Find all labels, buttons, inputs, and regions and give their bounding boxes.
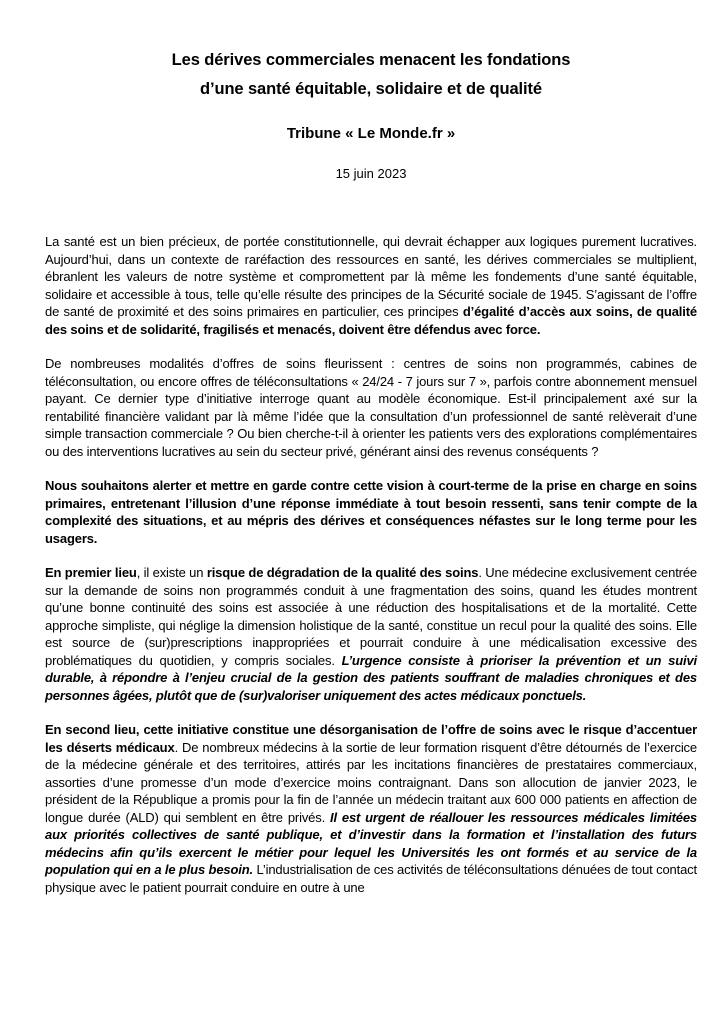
text-segment: . Une médecine exclusivement centrée sur la demande de soins non programmés conduit à une fragmentation des soins, quand les études montrent qu’une bonne continuité des soins est associée à une réduction des hospitalisations et de la mortalité. Cette approche simpliste, qui néglige la dimension holistique de la santé, constitue un recul pour la qualité des soins. Elle est source de (sur)prescriptions inappropriées et pourrait conduire à une médicalisation excessive des problématiques du quotidien, y compris sociales. bbox=[45, 565, 698, 668]
text-segment: La santé est un bien précieux, de portée constitutionnelle, qui devrait échapper aux logiques purement lucratives. Aujourd’hui, dans un contexte de raréfaction des ressources en santé, les dérives commerciales se multiplient, ébranlent les valeurs de notre système et compromettent par là même les fondements d’une santé équitable, solidaire et accessible à tous, telle qu’elle résulte des principes de la Sécurité sociale de 1945. S’agissant de l’offre de santé de proximité et des soins primaires en particulier, ces principes bbox=[45, 234, 697, 319]
text-segment: d’égalité d’accès aux soins, de qualité des soins et de solidarité, fragilisés et menacés, doivent être défendus avec force. bbox=[45, 304, 697, 337]
text-segment: risque de dégradation de la qualité des soins bbox=[206, 565, 479, 580]
document-body bbox=[45, 233, 697, 896]
document-date: 15 juin 2023 bbox=[335, 166, 407, 181]
paragraph bbox=[45, 721, 697, 896]
text-segment: , il existe un bbox=[136, 565, 207, 580]
text-segment: En second lieu, cette initiative constitue une désorganisation de l’offre de soins avec le risque d’accentuer les déserts médicaux bbox=[45, 722, 697, 755]
text-segment: L’industrialisation de ces activités de téléconsultations dénuées de tout contact physique avec le patient pourrait conduire en outre à une bbox=[45, 862, 697, 895]
paragraph bbox=[45, 355, 697, 460]
paragraph bbox=[45, 233, 697, 338]
text-segment: En premier lieu bbox=[45, 565, 137, 580]
text-segment: De nombreuses modalités d’offres de soins fleurissent : centres de soins non programmés, cabines de téléconsultation, ou encore offres de téléconsultations « 24/24 - 7 jours sur 7 », parfois contre abonnement mensuel payant. Ce dernier type d’initiative interroge quant au modèle économique. Est-il principalement axé sur la rentabilité financière validant par là même l’idée que la consultation d’un professionnel de santé relèverait d’une simple transaction commerciale ? Ou bien cherche-t-il à orienter les patients vers des explorations complémentaires ou des interventions lucratives au sein du secteur privé, générant ainsi des revenus conséquents ? bbox=[45, 356, 697, 459]
text-segment: Il est urgent de réallouer les ressources médicales limitées aux priorités collectives de santé publique, et d’investir dans la formation et l’installation des futurs médecins afin qu’ils exercent le métier pour lequel les Universités les ont formés et au service de la population qui en a le plus besoin. bbox=[45, 809, 697, 877]
text-segment: . De nombreux médecins à la sortie de leur formation risquent d’être détournés de l’exercice de la médecine générale et des territoires, attirés par les incitations financières de prestataires commerciaux, assorties d’une promesse d’un mode d’exercice moins contraignant. Dans son allocution de janvier 2023, le président de la République a promis pour la fin de l’année un médecin traitant aux 600 000 patients en affection de longue durée (ALD) qui semblent en être privés. bbox=[45, 739, 697, 825]
document-title bbox=[45, 46, 697, 104]
document-subtitle: Tribune « Le Monde.fr » bbox=[286, 125, 456, 142]
document-title-line-2: d’une santé équitable, solidaire et de qualité bbox=[200, 80, 542, 98]
document-title-line-1: Les dérives commerciales menacent les fondations bbox=[171, 51, 571, 69]
paragraph bbox=[45, 564, 697, 704]
text-segment: Nous souhaitons alerter et mettre en garde contre cette vision à court-terme de la prise en charge en soins primaires, entretenant l’illusion d’une réponse immédiate à tout besoin ressenti, sans tenir compte de la complexité des situations, et au mépris des dérives et conséquences néfastes sur le long terme pour les usagers. bbox=[45, 478, 697, 546]
paragraph bbox=[45, 477, 697, 547]
text-segment: L’urgence consiste à prioriser la prévention et un suivi durable, à répondre à l’enjeu crucial de la gestion des patients souffrant de maladies chroniques et des personnes âgées, plutôt que de (sur)valoriser uniquement des actes médicaux ponctuels. bbox=[45, 652, 697, 703]
